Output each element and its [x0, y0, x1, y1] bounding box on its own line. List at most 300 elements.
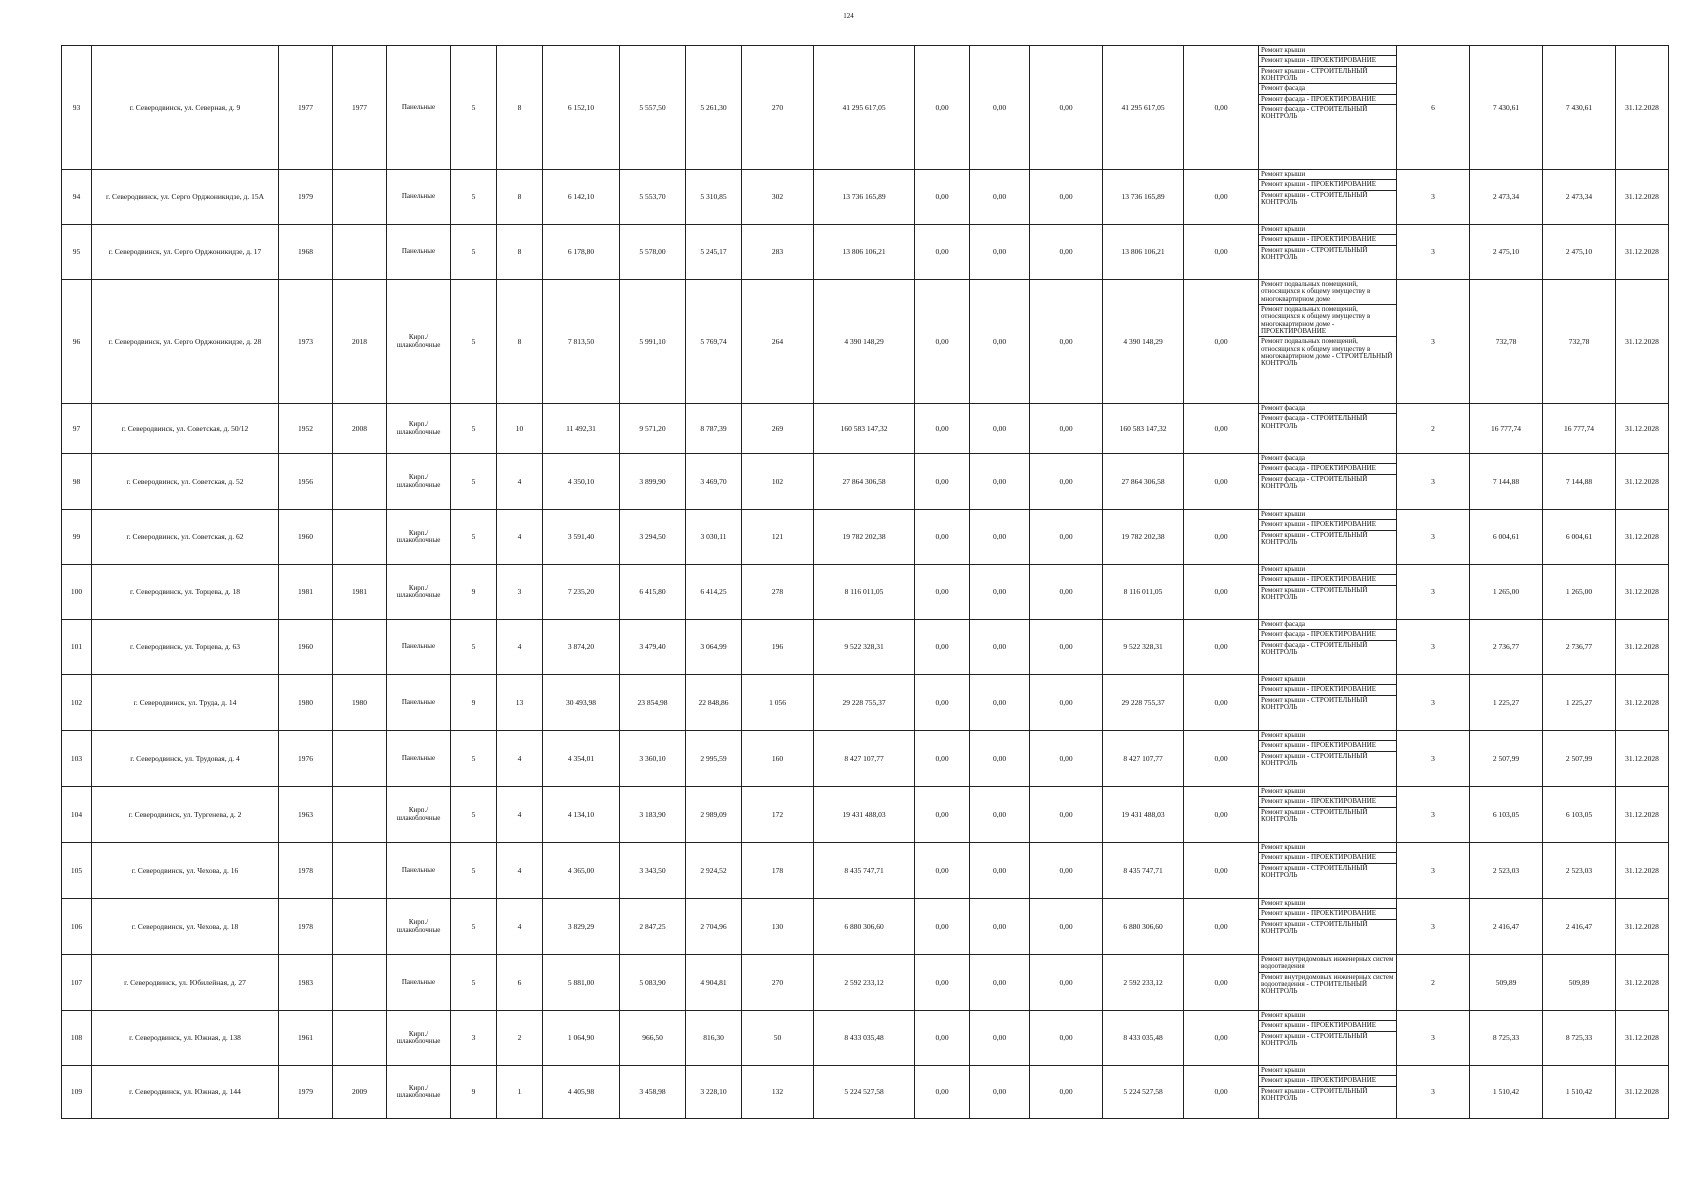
- wall-type-cell: Кирп./ шлакоблочные: [387, 510, 451, 565]
- entrances-cell: 3: [497, 565, 543, 620]
- row-number-cell: 97: [62, 404, 92, 454]
- year-built-cell: 1956: [279, 454, 333, 510]
- floors-cell: 5: [451, 225, 497, 280]
- year-built-cell: 1973: [279, 280, 333, 404]
- works-count-cell: 3: [1397, 675, 1470, 731]
- work-list: [1259, 46, 1396, 122]
- wall-type-cell: Кирп./ шлакоблочные: [387, 1011, 451, 1066]
- unit-cost-cell: 1 265,00: [1470, 565, 1543, 620]
- unit-limit-cell: 2 507,99: [1543, 731, 1616, 787]
- unit-cost-cell: 732,78: [1470, 280, 1543, 404]
- residents-cell: 160: [742, 731, 814, 787]
- fund-owners-cell: 5 224 527,58: [1103, 1066, 1184, 1119]
- fund-local-cell: 0,00: [1030, 170, 1103, 225]
- row-number-cell: 100: [62, 565, 92, 620]
- area-total-cell: 7 235,20: [543, 565, 620, 620]
- residents-cell: 196: [742, 620, 814, 675]
- cost-total-cell: 8 427 107,77: [814, 731, 915, 787]
- table-row: [62, 620, 1669, 675]
- year-built-cell: 1961: [279, 1011, 333, 1066]
- works-cell: [1259, 46, 1397, 170]
- works-count-cell: 3: [1397, 454, 1470, 510]
- work-list: [1259, 787, 1396, 824]
- fund-owners-cell: 2 592 233,12: [1103, 955, 1184, 1011]
- wall-type-cell: Панельные: [387, 843, 451, 899]
- residents-cell: 121: [742, 510, 814, 565]
- work-item: Ремонт крыши - СТРОИТЕЛЬНЫЙ КОНТРОЛЬ: [1261, 1031, 1368, 1048]
- work-item: Ремонт подвальных помещений, относящихся к общему имуществу в многоквартирном доме - СТРОИТЕЛЬНЫЙ КОНТРОЛЬ: [1261, 337, 1393, 368]
- work-item: Ремонт крыши - ПРОЕКТИРОВАНИЕ: [1259, 909, 1396, 919]
- area-rooms-cell: 3 360,10: [620, 731, 686, 787]
- wall-type-cell: Кирп./ шлакоблочные: [387, 454, 451, 510]
- area-rooms-cell: 3 343,50: [620, 843, 686, 899]
- entrances-cell: 8: [497, 46, 543, 170]
- deadline-cell: 31.12.2028: [1616, 565, 1669, 620]
- row-number-cell: 108: [62, 1011, 92, 1066]
- fund-owners-cell: 8 116 011,05: [1103, 565, 1184, 620]
- year-built-cell: 1979: [279, 1066, 333, 1119]
- area-rooms-cell: 3 183,90: [620, 787, 686, 843]
- address-cell: г. Северодвинск, ул. Серго Орджоникидзе, д. 28: [92, 280, 279, 404]
- deadline-cell: 31.12.2028: [1616, 225, 1669, 280]
- area-residential-cell: 816,30: [686, 1011, 742, 1066]
- wall-type-cell: Панельные: [387, 620, 451, 675]
- work-item: Ремонт внутридомовых инженерных систем водоотведения - СТРОИТЕЛЬНЫЙ КОНТРОЛЬ: [1261, 972, 1394, 996]
- table-row: [62, 731, 1669, 787]
- wall-type-cell: Панельные: [387, 46, 451, 170]
- work-item: Ремонт крыши - ПРОЕКТИРОВАНИЕ: [1259, 1021, 1396, 1031]
- row-number-cell: 107: [62, 955, 92, 1011]
- table-row: [62, 1066, 1669, 1119]
- work-item: Ремонт крыши - ПРОЕКТИРОВАНИЕ: [1259, 575, 1396, 585]
- area-residential-cell: 5 261,30: [686, 46, 742, 170]
- unit-limit-cell: 2 736,77: [1543, 620, 1616, 675]
- residents-cell: 270: [742, 955, 814, 1011]
- cost-total-cell: 9 522 328,31: [814, 620, 915, 675]
- fund-regional-cell: 0,00: [970, 1011, 1030, 1066]
- work-item: Ремонт крыши: [1259, 1066, 1396, 1076]
- area-residential-cell: 3 064,99: [686, 620, 742, 675]
- cost-total-cell: 4 390 148,29: [814, 280, 915, 404]
- unit-limit-cell: 2 475,10: [1543, 225, 1616, 280]
- floors-cell: 3: [451, 1011, 497, 1066]
- wall-type-cell: Кирп./ шлакоблочные: [387, 565, 451, 620]
- work-list: [1259, 731, 1396, 768]
- deadline-cell: 31.12.2028: [1616, 280, 1669, 404]
- area-total-cell: 4 354,01: [543, 731, 620, 787]
- entrances-cell: 6: [497, 955, 543, 1011]
- address-cell: г. Северодвинск, ул. Советская, д. 52: [92, 454, 279, 510]
- fund-regional-cell: 0,00: [970, 899, 1030, 955]
- fund-federal-cell: 0,00: [915, 404, 970, 454]
- deadline-cell: 31.12.2028: [1616, 1011, 1669, 1066]
- work-item: Ремонт крыши - ПРОЕКТИРОВАНИЕ: [1259, 1076, 1396, 1086]
- year-commissioned-cell: [333, 1011, 387, 1066]
- fund-local-cell: 0,00: [1030, 1066, 1103, 1119]
- deadline-cell: 31.12.2028: [1616, 675, 1669, 731]
- fund-regional-cell: 0,00: [970, 225, 1030, 280]
- unit-limit-cell: 1 265,00: [1543, 565, 1616, 620]
- row-number-cell: 102: [62, 675, 92, 731]
- unit-limit-cell: 1 225,27: [1543, 675, 1616, 731]
- area-total-cell: 4 405,98: [543, 1066, 620, 1119]
- work-list: [1259, 1011, 1396, 1048]
- fund-owners-cell: 41 295 617,05: [1103, 46, 1184, 170]
- address-cell: г. Северодвинск, ул. Чехова, д. 18: [92, 899, 279, 955]
- area-rooms-cell: 2 847,25: [620, 899, 686, 955]
- works-count-cell: 3: [1397, 1066, 1470, 1119]
- table-row: [62, 843, 1669, 899]
- area-rooms-cell: 5 991,10: [620, 280, 686, 404]
- works-count-cell: 3: [1397, 620, 1470, 675]
- unit-cost-cell: 2 475,10: [1470, 225, 1543, 280]
- year-commissioned-cell: [333, 225, 387, 280]
- table-row: [62, 955, 1669, 1011]
- fund-owners-cell: 19 431 488,03: [1103, 787, 1184, 843]
- floors-cell: 5: [451, 899, 497, 955]
- wall-type-cell: Кирп./ шлакоблочные: [387, 280, 451, 404]
- works-count-cell: 3: [1397, 225, 1470, 280]
- area-total-cell: 4 365,00: [543, 843, 620, 899]
- unit-cost-cell: 6 004,61: [1470, 510, 1543, 565]
- deadline-cell: 31.12.2028: [1616, 46, 1669, 170]
- fund-regional-cell: 0,00: [970, 675, 1030, 731]
- year-built-cell: 1963: [279, 787, 333, 843]
- wall-type-cell: Кирп./ шлакоблочные: [387, 1066, 451, 1119]
- area-total-cell: 30 493,98: [543, 675, 620, 731]
- unit-cost-cell: 2 736,77: [1470, 620, 1543, 675]
- year-commissioned-cell: [333, 955, 387, 1011]
- fund-federal-cell: 0,00: [915, 565, 970, 620]
- floors-cell: 5: [451, 843, 497, 899]
- wall-type-cell: Панельные: [387, 675, 451, 731]
- table-row: [62, 404, 1669, 454]
- fund-other-cell: 0,00: [1184, 955, 1259, 1011]
- wall-type-cell: Панельные: [387, 170, 451, 225]
- work-item: Ремонт фасада: [1259, 404, 1396, 414]
- year-commissioned-cell: [333, 170, 387, 225]
- works-cell: [1259, 955, 1397, 1011]
- work-item: Ремонт крыши: [1259, 731, 1396, 741]
- works-count-cell: 3: [1397, 170, 1470, 225]
- works-cell: [1259, 843, 1397, 899]
- row-number-cell: 103: [62, 731, 92, 787]
- residents-cell: 283: [742, 225, 814, 280]
- work-list: [1259, 955, 1396, 997]
- fund-federal-cell: 0,00: [915, 225, 970, 280]
- fund-local-cell: 0,00: [1030, 899, 1103, 955]
- work-item: Ремонт крыши - ПРОЕКТИРОВАНИЕ: [1259, 235, 1396, 245]
- entrances-cell: 4: [497, 731, 543, 787]
- fund-regional-cell: 0,00: [970, 46, 1030, 170]
- fund-local-cell: 0,00: [1030, 225, 1103, 280]
- residents-cell: 269: [742, 404, 814, 454]
- work-item: Ремонт крыши - СТРОИТЕЛЬНЫЙ КОНТРОЛЬ: [1261, 919, 1368, 936]
- works-cell: [1259, 1011, 1397, 1066]
- unit-cost-cell: 16 777,74: [1470, 404, 1543, 454]
- year-built-cell: 1960: [279, 620, 333, 675]
- area-rooms-cell: 3 899,90: [620, 454, 686, 510]
- fund-other-cell: 0,00: [1184, 565, 1259, 620]
- fund-other-cell: 0,00: [1184, 787, 1259, 843]
- work-item: Ремонт фасада - СТРОИТЕЛЬНЫЙ КОНТРОЛЬ: [1261, 640, 1368, 657]
- area-rooms-cell: 5 578,00: [620, 225, 686, 280]
- work-item: Ремонт крыши - СТРОИТЕЛЬНЫЙ КОНТРОЛЬ: [1261, 585, 1368, 602]
- work-item: Ремонт крыши - СТРОИТЕЛЬНЫЙ КОНТРОЛЬ: [1261, 190, 1368, 207]
- fund-federal-cell: 0,00: [915, 1011, 970, 1066]
- work-item: Ремонт крыши - СТРОИТЕЛЬНЫЙ КОНТРОЛЬ: [1261, 245, 1368, 262]
- work-item: Ремонт крыши - ПРОЕКТИРОВАНИЕ: [1259, 741, 1396, 751]
- deadline-cell: 31.12.2028: [1616, 899, 1669, 955]
- unit-cost-cell: 7 144,88: [1470, 454, 1543, 510]
- works-cell: [1259, 1066, 1397, 1119]
- table-row: [62, 787, 1669, 843]
- address-cell: г. Северодвинск, ул. Труда, д. 14: [92, 675, 279, 731]
- floors-cell: 5: [451, 170, 497, 225]
- fund-regional-cell: 0,00: [970, 404, 1030, 454]
- fund-local-cell: 0,00: [1030, 731, 1103, 787]
- work-item: Ремонт крыши - ПРОЕКТИРОВАНИЕ: [1259, 520, 1396, 530]
- unit-limit-cell: 2 523,03: [1543, 843, 1616, 899]
- work-item: Ремонт крыши - СТРОИТЕЛЬНЫЙ КОНТРОЛЬ: [1261, 530, 1368, 547]
- cost-total-cell: 19 782 202,38: [814, 510, 915, 565]
- row-number-cell: 95: [62, 225, 92, 280]
- floors-cell: 5: [451, 787, 497, 843]
- work-item: Ремонт подвальных помещений, относящихся к общему имуществу в многоквартирном доме: [1259, 280, 1396, 305]
- cost-total-cell: 13 806 106,21: [814, 225, 915, 280]
- entrances-cell: 4: [497, 787, 543, 843]
- area-rooms-cell: 3 294,50: [620, 510, 686, 565]
- year-built-cell: 1960: [279, 510, 333, 565]
- address-cell: г. Северодвинск, ул. Торцева, д. 18: [92, 565, 279, 620]
- floors-cell: 5: [451, 510, 497, 565]
- work-item: Ремонт подвальных помещений, относящихся к общему имуществу в многоквартирном доме - ПРОЕКТИРОВАНИЕ: [1259, 305, 1396, 337]
- work-item: Ремонт фасада - СТРОИТЕЛЬНЫЙ КОНТРОЛЬ: [1261, 414, 1368, 430]
- fund-owners-cell: 4 390 148,29: [1103, 280, 1184, 404]
- entrances-cell: 2: [497, 1011, 543, 1066]
- row-number-cell: 104: [62, 787, 92, 843]
- address-cell: г. Северодвинск, ул. Южная, д. 138: [92, 1011, 279, 1066]
- unit-limit-cell: 2 473,34: [1543, 170, 1616, 225]
- floors-cell: 5: [451, 955, 497, 1011]
- cost-total-cell: 13 736 165,89: [814, 170, 915, 225]
- entrances-cell: 1: [497, 1066, 543, 1119]
- fund-owners-cell: 13 806 106,21: [1103, 225, 1184, 280]
- work-list: [1259, 899, 1396, 936]
- works-cell: [1259, 731, 1397, 787]
- work-item: Ремонт крыши - ПРОЕКТИРОВАНИЕ: [1259, 797, 1396, 807]
- work-item: Ремонт крыши - СТРОИТЕЛЬНЫЙ КОНТРОЛЬ: [1259, 67, 1396, 85]
- address-cell: г. Северодвинск, ул. Юбилейная, д. 27: [92, 955, 279, 1011]
- table-row: [62, 280, 1669, 404]
- year-commissioned-cell: [333, 620, 387, 675]
- fund-local-cell: 0,00: [1030, 46, 1103, 170]
- work-list: [1259, 225, 1396, 262]
- area-total-cell: 7 813,50: [543, 280, 620, 404]
- address-cell: г. Северодвинск, ул. Серго Орджоникидзе, д. 17: [92, 225, 279, 280]
- works-cell: [1259, 675, 1397, 731]
- fund-federal-cell: 0,00: [915, 899, 970, 955]
- area-residential-cell: 6 414,25: [686, 565, 742, 620]
- area-total-cell: 5 881,00: [543, 955, 620, 1011]
- entrances-cell: 4: [497, 899, 543, 955]
- work-item: Ремонт крыши: [1259, 675, 1396, 685]
- year-built-cell: 1983: [279, 955, 333, 1011]
- year-built-cell: 1968: [279, 225, 333, 280]
- area-residential-cell: 22 848,86: [686, 675, 742, 731]
- area-total-cell: 3 874,20: [543, 620, 620, 675]
- work-item: Ремонт крыши: [1259, 225, 1396, 235]
- year-commissioned-cell: [333, 843, 387, 899]
- unit-limit-cell: 2 416,47: [1543, 899, 1616, 955]
- unit-cost-cell: 1 510,42: [1470, 1066, 1543, 1119]
- cost-total-cell: 160 583 147,32: [814, 404, 915, 454]
- fund-owners-cell: 19 782 202,38: [1103, 510, 1184, 565]
- floors-cell: 5: [451, 404, 497, 454]
- unit-limit-cell: 7 144,88: [1543, 454, 1616, 510]
- fund-regional-cell: 0,00: [970, 565, 1030, 620]
- area-rooms-cell: 966,50: [620, 1011, 686, 1066]
- fund-local-cell: 0,00: [1030, 620, 1103, 675]
- address-cell: г. Северодвинск, ул. Советская, д. 62: [92, 510, 279, 565]
- works-count-cell: 3: [1397, 787, 1470, 843]
- fund-other-cell: 0,00: [1184, 675, 1259, 731]
- work-item: Ремонт крыши - ПРОЕКТИРОВАНИЕ: [1259, 853, 1396, 863]
- work-item: Ремонт крыши - ПРОЕКТИРОВАНИЕ: [1259, 685, 1396, 695]
- area-residential-cell: 3 469,70: [686, 454, 742, 510]
- fund-federal-cell: 0,00: [915, 675, 970, 731]
- unit-cost-cell: 6 103,05: [1470, 787, 1543, 843]
- residents-cell: 102: [742, 454, 814, 510]
- fund-other-cell: 0,00: [1184, 170, 1259, 225]
- deadline-cell: 31.12.2028: [1616, 510, 1669, 565]
- residents-cell: 178: [742, 843, 814, 899]
- fund-other-cell: 0,00: [1184, 620, 1259, 675]
- fund-other-cell: 0,00: [1184, 225, 1259, 280]
- wall-type-cell: Панельные: [387, 225, 451, 280]
- year-built-cell: 1980: [279, 675, 333, 731]
- work-list: [1259, 510, 1396, 547]
- fund-owners-cell: 160 583 147,32: [1103, 404, 1184, 454]
- area-rooms-cell: 6 415,80: [620, 565, 686, 620]
- work-item: Ремонт крыши - СТРОИТЕЛЬНЫЙ КОНТРОЛЬ: [1261, 695, 1368, 712]
- row-number-cell: 99: [62, 510, 92, 565]
- unit-limit-cell: 509,89: [1543, 955, 1616, 1011]
- row-number-cell: 101: [62, 620, 92, 675]
- fund-local-cell: 0,00: [1030, 675, 1103, 731]
- row-number-cell: 109: [62, 1066, 92, 1119]
- area-residential-cell: 3 030,11: [686, 510, 742, 565]
- table-row: [62, 46, 1669, 170]
- address-cell: г. Северодвинск, ул. Трудовая, д. 4: [92, 731, 279, 787]
- works-count-cell: 3: [1397, 899, 1470, 955]
- work-item: Ремонт внутридомовых инженерных систем водоотведения: [1259, 955, 1396, 973]
- area-total-cell: 3 829,29: [543, 899, 620, 955]
- year-commissioned-cell: 1981: [333, 565, 387, 620]
- table-row: [62, 565, 1669, 620]
- area-residential-cell: 2 989,09: [686, 787, 742, 843]
- residents-cell: 130: [742, 899, 814, 955]
- deadline-cell: 31.12.2028: [1616, 454, 1669, 510]
- table-row: [62, 170, 1669, 225]
- unit-limit-cell: 6 103,05: [1543, 787, 1616, 843]
- page-number: 124: [843, 12, 854, 20]
- residents-cell: 1 056: [742, 675, 814, 731]
- cost-total-cell: 2 592 233,12: [814, 955, 915, 1011]
- address-cell: г. Северодвинск, ул. Южная, д. 144: [92, 1066, 279, 1119]
- work-list: [1259, 675, 1396, 712]
- residents-cell: 50: [742, 1011, 814, 1066]
- year-commissioned-cell: 2018: [333, 280, 387, 404]
- cost-total-cell: 6 880 306,60: [814, 899, 915, 955]
- works-count-cell: 3: [1397, 510, 1470, 565]
- fund-other-cell: 0,00: [1184, 280, 1259, 404]
- fund-other-cell: 0,00: [1184, 899, 1259, 955]
- fund-local-cell: 0,00: [1030, 404, 1103, 454]
- fund-owners-cell: 8 427 107,77: [1103, 731, 1184, 787]
- fund-federal-cell: 0,00: [915, 170, 970, 225]
- address-cell: г. Северодвинск, ул. Серго Орджоникидзе, д. 15А: [92, 170, 279, 225]
- area-residential-cell: 5 310,85: [686, 170, 742, 225]
- work-item: Ремонт крыши: [1259, 565, 1396, 575]
- year-commissioned-cell: [333, 510, 387, 565]
- fund-other-cell: 0,00: [1184, 1066, 1259, 1119]
- fund-regional-cell: 0,00: [970, 510, 1030, 565]
- residents-cell: 278: [742, 565, 814, 620]
- work-item: Ремонт крыши: [1259, 843, 1396, 853]
- work-item: Ремонт фасада - ПРОЕКТИРОВАНИЕ: [1259, 95, 1396, 105]
- year-commissioned-cell: [333, 899, 387, 955]
- fund-local-cell: 0,00: [1030, 280, 1103, 404]
- fund-federal-cell: 0,00: [915, 955, 970, 1011]
- table-row: [62, 899, 1669, 955]
- address-cell: г. Северодвинск, ул. Советская, д. 50/12: [92, 404, 279, 454]
- fund-federal-cell: 0,00: [915, 510, 970, 565]
- works-count-cell: 3: [1397, 731, 1470, 787]
- cost-total-cell: 8 433 035,48: [814, 1011, 915, 1066]
- entrances-cell: 4: [497, 510, 543, 565]
- entrances-cell: 13: [497, 675, 543, 731]
- fund-owners-cell: 27 864 306,58: [1103, 454, 1184, 510]
- work-list: [1259, 170, 1396, 207]
- fund-other-cell: 0,00: [1184, 1011, 1259, 1066]
- deadline-cell: 31.12.2028: [1616, 1066, 1669, 1119]
- works-cell: [1259, 620, 1397, 675]
- cost-total-cell: 5 224 527,58: [814, 1066, 915, 1119]
- fund-local-cell: 0,00: [1030, 955, 1103, 1011]
- floors-cell: 5: [451, 280, 497, 404]
- deadline-cell: 31.12.2028: [1616, 843, 1669, 899]
- cost-total-cell: 27 864 306,58: [814, 454, 915, 510]
- area-residential-cell: 2 704,96: [686, 899, 742, 955]
- fund-owners-cell: 6 880 306,60: [1103, 899, 1184, 955]
- works-cell: [1259, 454, 1397, 510]
- unit-cost-cell: 2 473,34: [1470, 170, 1543, 225]
- work-item: Ремонт крыши: [1259, 1011, 1396, 1021]
- fund-federal-cell: 0,00: [915, 1066, 970, 1119]
- table-row: [62, 225, 1669, 280]
- fund-other-cell: 0,00: [1184, 843, 1259, 899]
- work-item: Ремонт фасада - СТРОИТЕЛЬНЫЙ КОНТРОЛЬ: [1261, 105, 1368, 121]
- wall-type-cell: Панельные: [387, 731, 451, 787]
- work-item: Ремонт фасада: [1259, 620, 1396, 630]
- table-row: [62, 454, 1669, 510]
- deadline-cell: 31.12.2028: [1616, 404, 1669, 454]
- residents-cell: 270: [742, 46, 814, 170]
- area-residential-cell: 8 787,39: [686, 404, 742, 454]
- year-built-cell: 1977: [279, 46, 333, 170]
- fund-other-cell: 0,00: [1184, 404, 1259, 454]
